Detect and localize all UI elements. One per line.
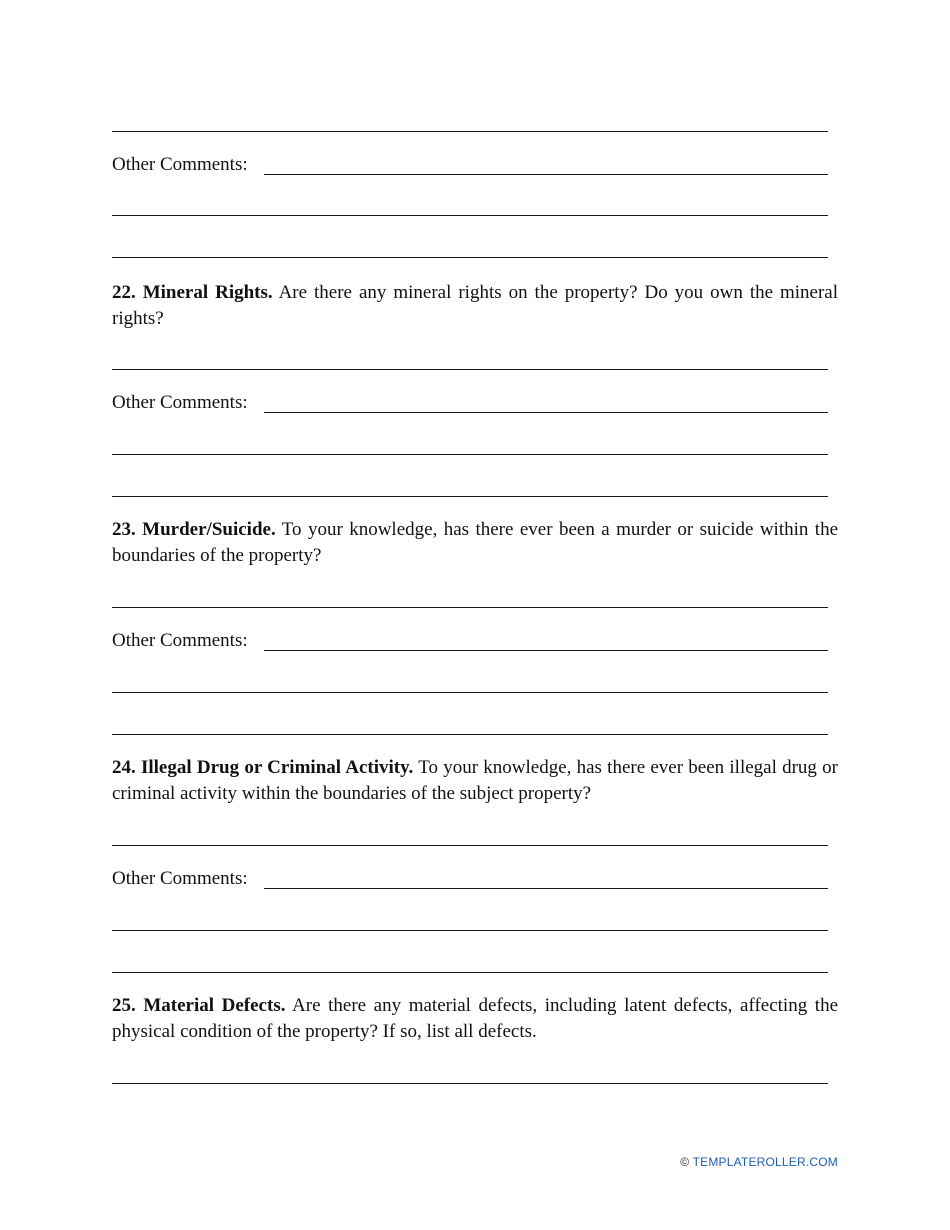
- section-22-number: 22.: [112, 282, 136, 303]
- section-25-text: Are there any material defects, including latent defects, affecting the physical condition of the property? If so, list all defects.: [112, 995, 839, 1042]
- section-22-title: Mineral Rights.: [142, 282, 273, 303]
- section-24-number: 24.: [112, 757, 136, 778]
- section-22-text: Are there any mineral rights on the property? Do you own the mineral rights?: [112, 282, 839, 329]
- answer-line[interactable]: [112, 369, 828, 370]
- section-23-question: [112, 517, 838, 569]
- comments-continuation-line[interactable]: [112, 972, 828, 973]
- footer-credit[interactable]: [680, 1155, 838, 1169]
- comments-continuation-line[interactable]: [112, 257, 828, 258]
- comments-continuation-line[interactable]: [112, 454, 828, 455]
- copyright-symbol: ©: [680, 1155, 690, 1169]
- comments-continuation-line[interactable]: [112, 692, 828, 693]
- comments-continuation-line[interactable]: [112, 734, 828, 735]
- comments-continuation-line[interactable]: [112, 215, 828, 216]
- answer-line[interactable]: [112, 131, 828, 132]
- other-comments-line[interactable]: [264, 174, 828, 175]
- section-23-text: To your knowledge, has there ever been a murder or suicide within the boundaries of the property?: [112, 519, 839, 566]
- section-25-title: Material Defects.: [143, 995, 286, 1016]
- other-comments-line[interactable]: [264, 650, 828, 651]
- section-25-question: [112, 993, 838, 1045]
- section-23-number: 23.: [112, 519, 136, 540]
- answer-line[interactable]: [112, 607, 828, 608]
- other-comments-line[interactable]: [264, 888, 828, 889]
- section-24-question: [112, 755, 838, 807]
- comments-continuation-line[interactable]: [112, 930, 828, 931]
- section-25-number: 25.: [112, 995, 136, 1016]
- section-24-text: To your knowledge, has there ever been illegal drug or criminal activity within the boundaries of the subject property?: [112, 757, 838, 804]
- other-comments-label: Other Comments:: [112, 868, 248, 889]
- other-comments-label: Other Comments:: [112, 630, 248, 651]
- other-comments-label: Other Comments:: [112, 392, 248, 413]
- other-comments-label: Other Comments:: [112, 154, 248, 175]
- comments-continuation-line[interactable]: [112, 496, 828, 497]
- footer-site-link[interactable]: TEMPLATEROLLER.COM: [692, 1155, 838, 1169]
- other-comments-line[interactable]: [264, 412, 828, 413]
- answer-line[interactable]: [112, 845, 828, 846]
- section-22-question: [112, 280, 838, 332]
- answer-line[interactable]: [112, 1083, 828, 1084]
- section-24-title: Illegal Drug or Criminal Activity.: [140, 757, 414, 778]
- section-23-title: Murder/Suicide.: [142, 519, 276, 540]
